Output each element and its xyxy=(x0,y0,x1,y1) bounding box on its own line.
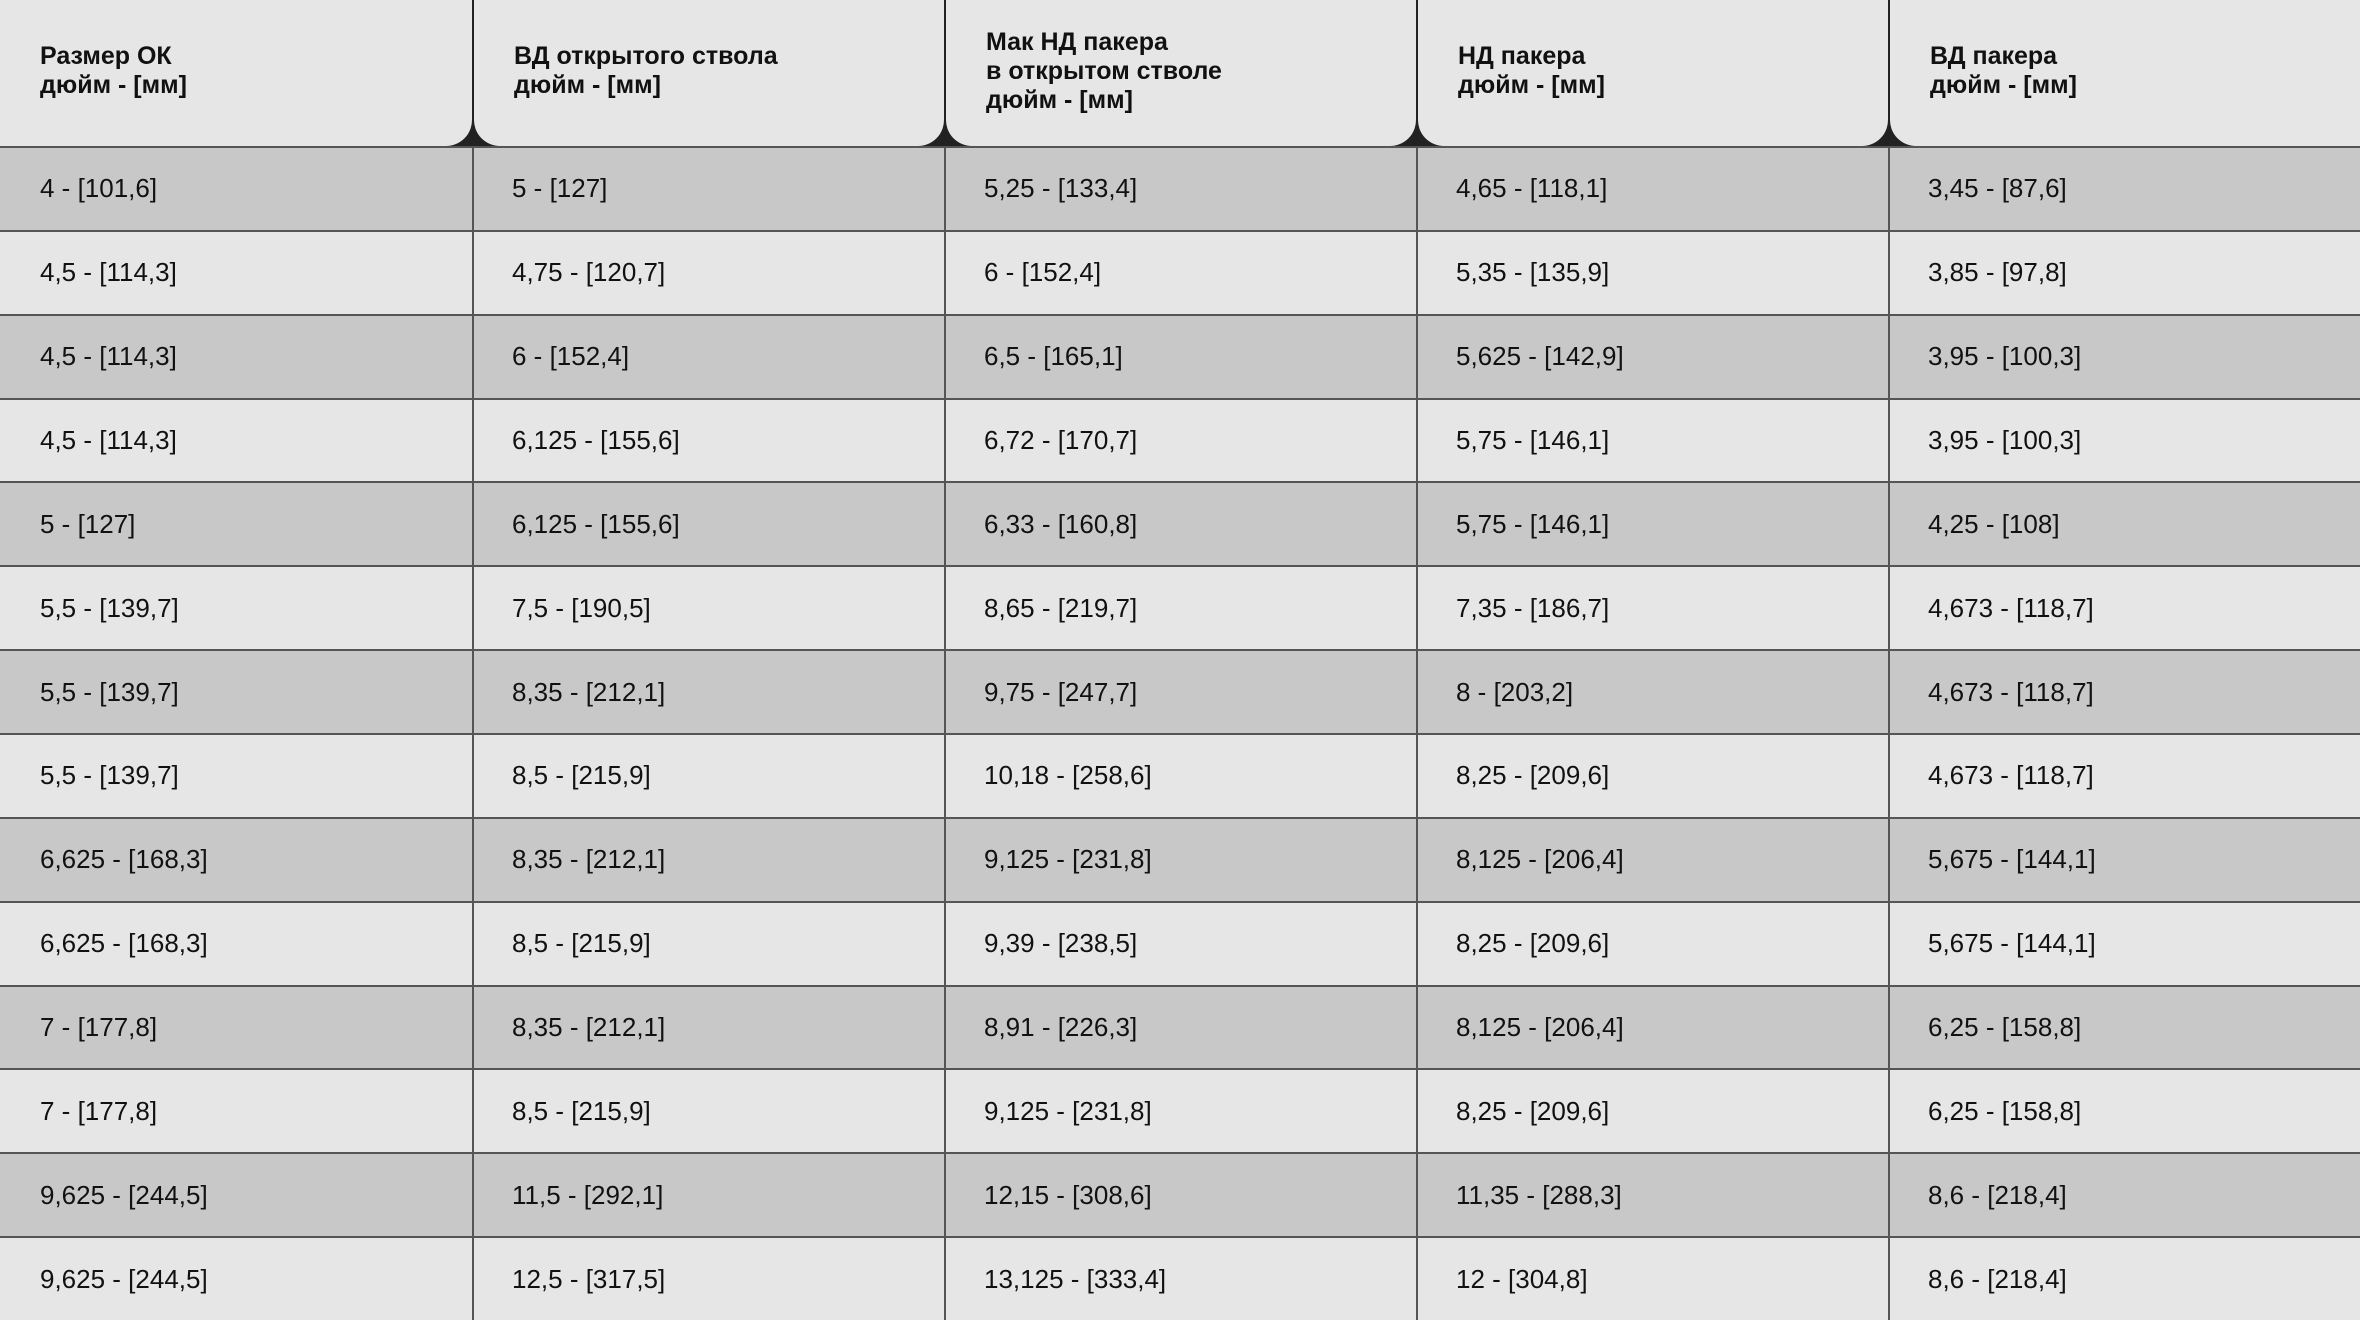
table-row xyxy=(0,733,2360,817)
table-cell: 7,5 - [190,5] xyxy=(512,592,651,623)
column-header-label: ВД пакера дюйм - [мм] xyxy=(1930,42,2077,99)
table-row xyxy=(0,817,2360,901)
table-cell: 5,75 - [146,1] xyxy=(1456,424,1610,455)
table-cell: 5,625 - [142,9] xyxy=(1456,341,1624,372)
table-cell: 12,15 - [308,6] xyxy=(984,1179,1152,1210)
table-cell: 8,91 - [226,3] xyxy=(984,1011,1138,1042)
table-cell: 8,35 - [212,1] xyxy=(512,676,666,707)
table-cell: 6,25 - [158,8] xyxy=(1928,1011,2082,1042)
table-cell: 5,35 - [135,9] xyxy=(1456,257,1610,288)
table-cell: 8,125 - [206,4] xyxy=(1456,1011,1624,1042)
table-cell: 6,72 - [170,7] xyxy=(984,424,1138,455)
column-header xyxy=(1418,0,1888,146)
table-header xyxy=(0,0,2360,146)
table-cell: 7 - [177,8] xyxy=(40,1011,158,1042)
table-cell: 12,5 - [317,5] xyxy=(512,1263,666,1294)
table-cell: 3,45 - [87,6] xyxy=(1928,173,2067,204)
table-body xyxy=(0,146,2360,1320)
table-cell: 6,625 - [168,3] xyxy=(40,928,208,959)
table-cell: 3,95 - [100,3] xyxy=(1928,341,2082,372)
table-cell: 8,5 - [215,9] xyxy=(512,1095,651,1126)
table-cell: 12 - [304,8] xyxy=(1456,1263,1588,1294)
column-header-label: НД пакера дюйм - [мм] xyxy=(1458,42,1605,99)
table-cell: 11,5 - [292,1] xyxy=(512,1179,664,1210)
table-cell: 8,25 - [209,6] xyxy=(1456,760,1610,791)
table-row xyxy=(0,901,2360,985)
table-row xyxy=(0,230,2360,314)
table-cell: 8 - [203,2] xyxy=(1456,676,1574,707)
table-cell: 9,75 - [247,7] xyxy=(984,676,1138,707)
table-row xyxy=(0,1236,2360,1320)
column-header-label: Размер ОК дюйм - [мм] xyxy=(40,42,187,99)
table-cell: 4,65 - [118,1] xyxy=(1456,173,1608,204)
table-cell: 8,6 - [218,4] xyxy=(1928,1179,2067,1210)
table-cell: 5 - [127] xyxy=(512,173,608,204)
table-cell: 4,75 - [120,7] xyxy=(512,257,666,288)
column-divider xyxy=(944,146,946,1320)
table-cell: 5,5 - [139,7] xyxy=(40,760,179,791)
table-cell: 9,625 - [244,5] xyxy=(40,1179,208,1210)
table-row xyxy=(0,1068,2360,1152)
column-header xyxy=(946,0,1416,146)
table-cell: 9,39 - [238,5] xyxy=(984,928,1138,959)
table-row xyxy=(0,565,2360,649)
table-cell: 6,125 - [155,6] xyxy=(512,424,680,455)
column-header-label: ВД открытого ствола дюйм - [мм] xyxy=(514,42,778,99)
table-row xyxy=(0,398,2360,482)
table-cell: 11,35 - [288,3] xyxy=(1456,1179,1622,1210)
column-header-label: Мак НД пакера в открытом стволе дюйм - [мм] xyxy=(986,27,1222,114)
column-header xyxy=(474,0,944,146)
table-row xyxy=(0,314,2360,398)
table-row xyxy=(0,481,2360,565)
column-divider xyxy=(1416,146,1418,1320)
table-row xyxy=(0,1152,2360,1236)
table-row xyxy=(0,649,2360,733)
table-cell: 8,5 - [215,9] xyxy=(512,760,651,791)
table-cell: 9,625 - [244,5] xyxy=(40,1263,208,1294)
table-cell: 4,25 - [108] xyxy=(1928,508,2060,539)
table-cell: 6,125 - [155,6] xyxy=(512,508,680,539)
table-cell: 5,5 - [139,7] xyxy=(40,592,179,623)
table-cell: 8,35 - [212,1] xyxy=(512,1011,666,1042)
column-header xyxy=(1890,0,2360,146)
table-cell: 7,35 - [186,7] xyxy=(1456,592,1610,623)
table-cell: 3,85 - [97,8] xyxy=(1928,257,2067,288)
column-divider xyxy=(472,146,474,1320)
table-row xyxy=(0,985,2360,1069)
table-cell: 6 - [152,4] xyxy=(984,257,1102,288)
table-cell: 13,125 - [333,4] xyxy=(984,1263,1167,1294)
table-cell: 9,125 - [231,8] xyxy=(984,1095,1152,1126)
table-cell: 6,25 - [158,8] xyxy=(1928,1095,2082,1126)
table-cell: 3,95 - [100,3] xyxy=(1928,424,2082,455)
table-cell: 8,25 - [209,6] xyxy=(1456,928,1610,959)
table-row xyxy=(0,146,2360,230)
table-cell: 8,125 - [206,4] xyxy=(1456,844,1624,875)
table-cell: 4,673 - [118,7] xyxy=(1928,592,2094,623)
table-cell: 5,675 - [144,1] xyxy=(1928,928,2096,959)
table-cell: 7 - [177,8] xyxy=(40,1095,158,1126)
table-cell: 4 - [101,6] xyxy=(40,173,158,204)
table-cell: 4,673 - [118,7] xyxy=(1928,760,2094,791)
column-divider xyxy=(1888,146,1890,1320)
column-header xyxy=(0,0,472,146)
table-cell: 5 - [127] xyxy=(40,508,136,539)
table-cell: 5,75 - [146,1] xyxy=(1456,508,1610,539)
table-cell: 8,6 - [218,4] xyxy=(1928,1263,2067,1294)
table-cell: 8,5 - [215,9] xyxy=(512,928,651,959)
table-cell: 10,18 - [258,6] xyxy=(984,760,1152,791)
table-cell: 4,5 - [114,3] xyxy=(40,424,177,455)
table-cell: 5,25 - [133,4] xyxy=(984,173,1138,204)
table-cell: 5,675 - [144,1] xyxy=(1928,844,2096,875)
table-cell: 8,25 - [209,6] xyxy=(1456,1095,1610,1126)
table-cell: 6,33 - [160,8] xyxy=(984,508,1138,539)
table-cell: 4,5 - [114,3] xyxy=(40,341,177,372)
table-cell: 8,65 - [219,7] xyxy=(984,592,1138,623)
table-cell: 6,625 - [168,3] xyxy=(40,844,208,875)
table-cell: 4,5 - [114,3] xyxy=(40,257,177,288)
table-cell: 4,673 - [118,7] xyxy=(1928,676,2094,707)
table-cell: 9,125 - [231,8] xyxy=(984,844,1152,875)
table-cell: 6 - [152,4] xyxy=(512,341,630,372)
table-cell: 8,35 - [212,1] xyxy=(512,844,666,875)
table-cell: 6,5 - [165,1] xyxy=(984,341,1123,372)
table-cell: 5,5 - [139,7] xyxy=(40,676,179,707)
